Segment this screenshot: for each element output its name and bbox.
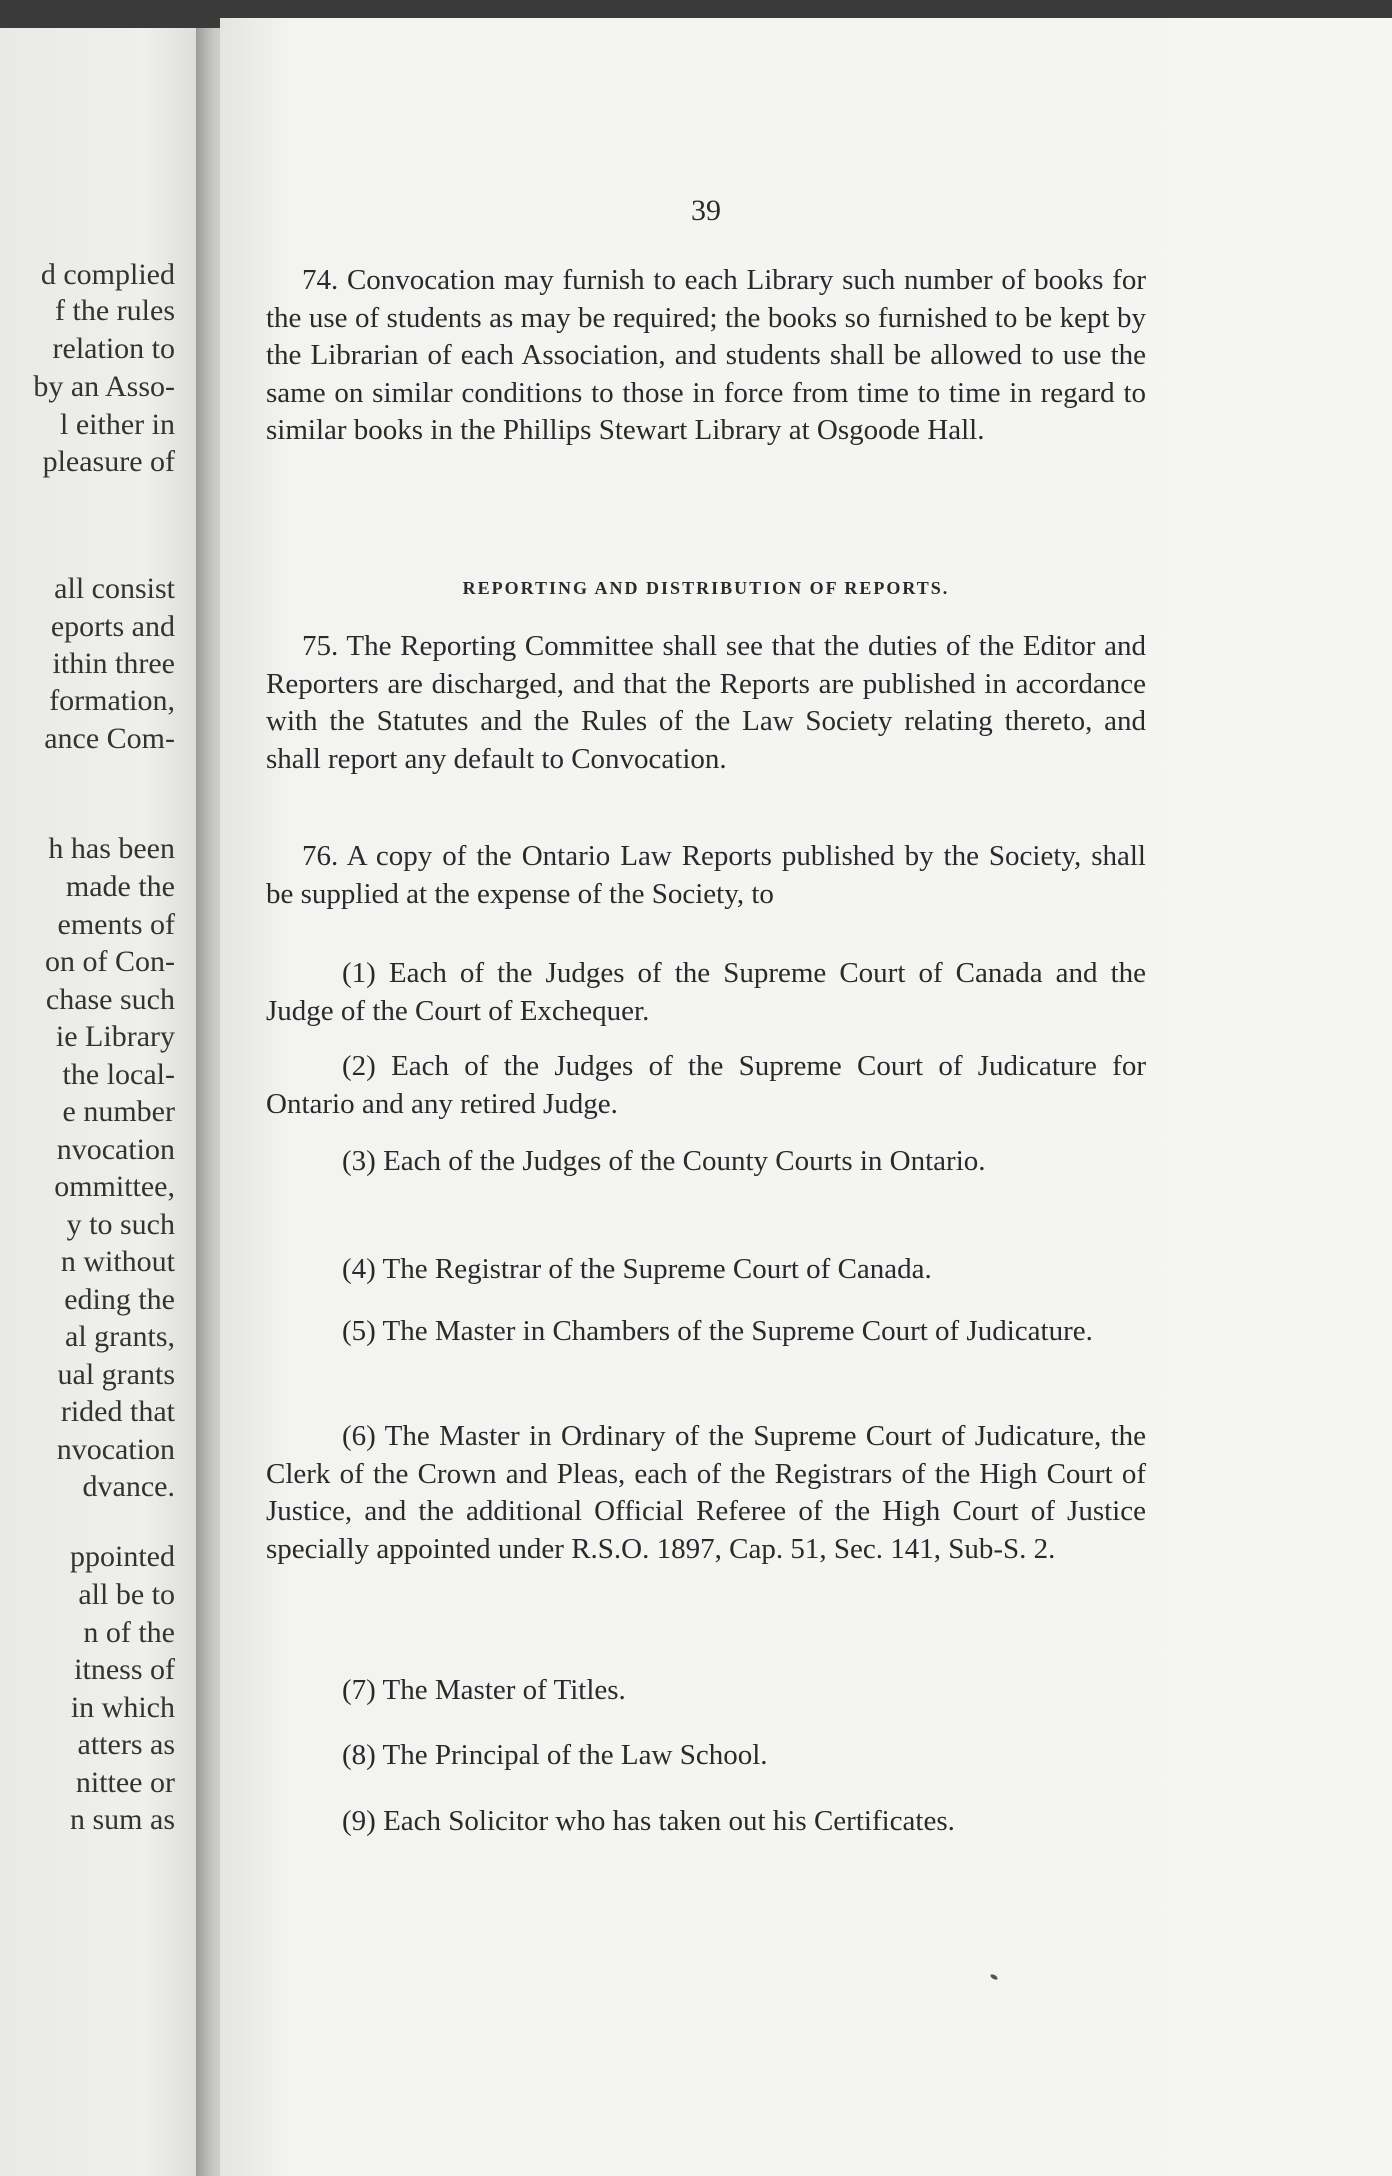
left-page-fragment: d complied <box>40 258 175 291</box>
left-page-fragment: formation, <box>49 684 175 717</box>
left-page-fragment: al grants, <box>65 1320 175 1353</box>
list-item-4: (4) The Registrar of the Supreme Court of Canada. <box>342 1253 932 1285</box>
left-page-fragment: n sum as <box>70 1803 175 1836</box>
left-page-fragment: n of the <box>83 1616 175 1649</box>
left-page-fragment: ie Library <box>55 1020 175 1053</box>
section-heading: REPORTING AND DISTRIBUTION OF REPORTS. <box>462 578 950 598</box>
left-page-fragment: the local- <box>62 1058 175 1091</box>
right-page <box>220 18 1392 2176</box>
list-item-6: (6) The Master in Ordinary of the Supreme Court of Judicature, the Clerk of the Crown and Pleas, each of the Registrars of the High Court of Justice, and the additional Official Referee of the High Court of Justice specially appointed under R.S.O. 1897, Cap. 51, Sec. 141, Sub-S. 2. <box>266 1420 1146 1565</box>
left-page-fragment: e number <box>62 1095 175 1128</box>
left-page-fragment: nvocation <box>56 1133 175 1166</box>
left-page-fragment: made the <box>65 870 175 903</box>
left-page-fragment: dvance. <box>82 1470 175 1503</box>
list-item-1: (1) Each of the Judges of the Supreme Court of Canada and the Judge of the Court of Exchequer. <box>266 957 1146 1027</box>
left-page-fragment: ements of <box>57 908 175 941</box>
left-page-fragment: ithin three <box>52 647 175 680</box>
left-page-fragment: rided that <box>60 1395 175 1428</box>
left-page <box>0 28 208 2176</box>
list-item-9: (9) Each Solicitor who has taken out his Certificates. <box>342 1805 955 1837</box>
list-item-3: (3) Each of the Judges of the County Courts in Ontario. <box>342 1145 986 1177</box>
left-page-fragment: nittee or <box>75 1766 175 1799</box>
left-page-fragment: chase such <box>45 983 175 1016</box>
left-page-fragment: f the rules <box>55 294 175 327</box>
list-item-7: (7) The Master of Titles. <box>342 1674 626 1706</box>
ink-speck <box>990 1973 999 1980</box>
left-page-fragment: on of Con- <box>45 945 175 978</box>
left-page-fragment: ppointed <box>70 1540 175 1573</box>
page-number: 39 <box>691 194 721 227</box>
left-page-fragment: ance Com- <box>44 722 175 755</box>
left-page-fragment: all consist <box>54 572 175 605</box>
list-item-8: (8) The Principal of the Law School. <box>342 1739 768 1771</box>
left-page-fragment: nvocation <box>56 1433 175 1466</box>
left-page-fragment: y to such <box>66 1208 175 1241</box>
left-page-fragment: h has been <box>48 832 175 865</box>
list-item-2: (2) Each of the Judges of the Supreme Court of Judicature for Ontario and any retired Judge. <box>266 1050 1146 1120</box>
left-page-fragment: eding the <box>64 1283 175 1316</box>
left-page-fragment: all be to <box>78 1578 175 1611</box>
left-page-fragment: ommittee, <box>54 1170 175 1203</box>
section-74: 74. Convocation may furnish to each Library such number of books for the use of students as may be required; the books so furnished to be kept by the Librarian of each Association, and students shall be allowed to use the same on similar conditions to those in force from time to time in regard to similar books in the Phillips Stewart Library at Osgoode Hall. <box>266 264 1146 446</box>
left-page-fragment: l either in <box>60 408 175 441</box>
list-item-5: (5) The Master in Chambers of the Supreme Court of Judicature. <box>342 1315 1093 1347</box>
left-page-fragment: pleasure of <box>42 445 175 478</box>
left-page-fragment: n without <box>60 1245 175 1278</box>
left-page-fragment: itness of <box>74 1653 175 1686</box>
left-page-fragment: in which <box>70 1691 175 1724</box>
left-page-fragment: relation to <box>52 332 175 365</box>
left-page-fragment: atters as <box>77 1728 175 1761</box>
left-page-fragment: by an Asso- <box>33 370 175 403</box>
section-75: 75. The Reporting Committee shall see that the duties of the Editor and Reporters are discharged, and that the Reports are published in accordance with the Statutes and the Rules of the Law Society relating thereto, and shall report any default to Convocation. <box>266 630 1146 775</box>
left-page-fragment: eports and <box>50 610 175 643</box>
left-page-fragment: ual grants <box>57 1358 175 1391</box>
section-76: 76. A copy of the Ontario Law Reports published by the Society, shall be supplied at the expense of the Society, to <box>266 840 1146 910</box>
